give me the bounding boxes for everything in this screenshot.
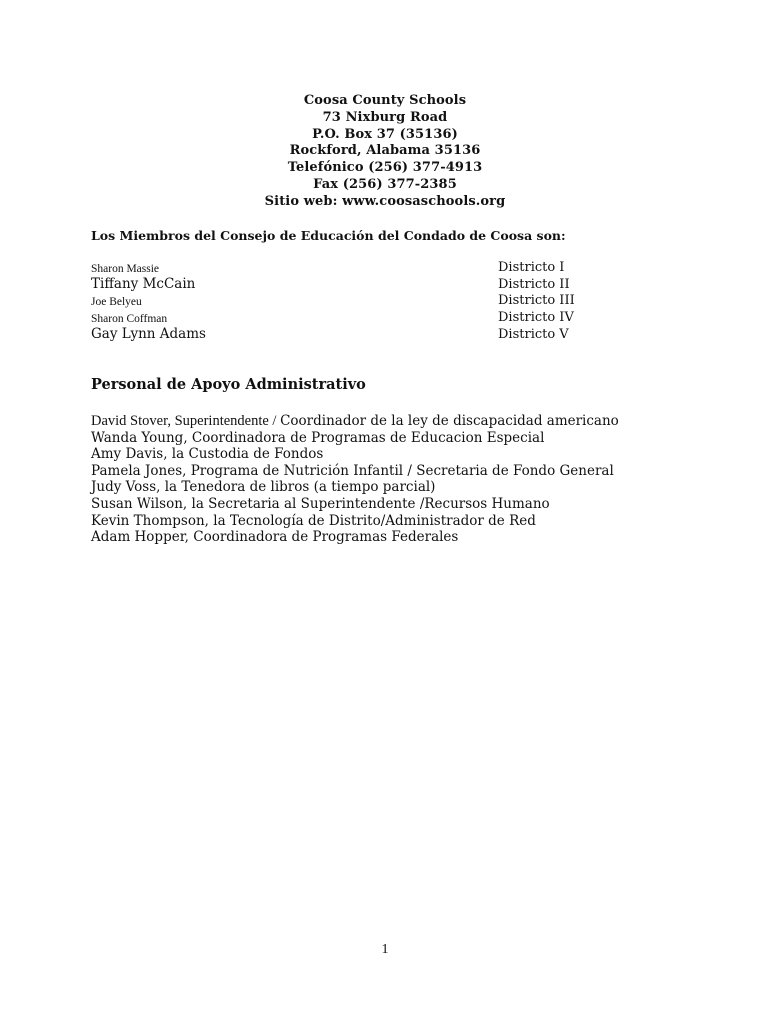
staff-list xyxy=(91,413,619,546)
member-district: Districto V xyxy=(498,326,569,342)
street-address: 73 Nixburg Road xyxy=(322,109,448,125)
staff-entry-part: Coordinador de la ley de discapacidad americano xyxy=(280,413,619,429)
staff-section-heading: Personal de Apoyo Administrativo xyxy=(91,376,366,393)
member-district: Districto IV xyxy=(498,310,574,326)
staff-entry: Kevin Thompson, la Tecnología de Distrito/Administrador de Red xyxy=(91,512,536,529)
member-district: Districto II xyxy=(498,276,570,292)
staff-entry: Judy Voss, la Tenedora de libros (a tiempo parcial) xyxy=(91,479,436,496)
board-member-row xyxy=(91,260,591,277)
board-members-list xyxy=(91,260,591,344)
board-member-row xyxy=(91,310,591,327)
staff-entry: Susan Wilson, la Secretaria al Superintendente /Recursos Humano xyxy=(91,495,550,512)
member-name: Joe Belyeu xyxy=(91,296,142,309)
board-member-row xyxy=(91,294,591,311)
school-name: Coosa County Schools xyxy=(303,93,467,108)
staff-entry xyxy=(91,413,619,430)
fax-number: Fax (256) 377-2385 xyxy=(313,176,457,192)
letterhead xyxy=(0,93,770,211)
staff-entry-part: David Stover, Superintendente / xyxy=(91,413,281,429)
phone-number: Telefónico (256) 377-4913 xyxy=(287,160,483,176)
city-state-zip: Rockford, Alabama 35136 xyxy=(289,143,481,159)
board-member-row xyxy=(91,327,591,344)
member-name: Gay Lynn Adams xyxy=(91,325,206,342)
po-box: P.O. Box 37 (35136) xyxy=(312,126,458,142)
board-member-row xyxy=(91,277,591,294)
staff-entry: Amy Davis, la Custodia de Fondos xyxy=(91,446,324,463)
member-district: Districto I xyxy=(498,259,565,275)
page-number: 1 xyxy=(381,942,389,957)
website: Sitio web: www.coosaschools.org xyxy=(264,193,506,209)
staff-entry: Pamela Jones, Programa de Nutrición Infantil / Secretaria de Fondo General xyxy=(91,462,614,479)
board-intro: Los Miembros del Consejo de Educación del Condado de Coosa son: xyxy=(91,228,566,243)
member-name: Sharon Coffman xyxy=(91,313,168,326)
staff-entry: Wanda Young, Coordinadora de Programas de Educacion Especial xyxy=(91,429,545,446)
staff-entry: Adam Hopper, Coordinadora de Programas Federales xyxy=(91,529,459,546)
member-district: Districto III xyxy=(498,293,575,309)
member-name: Tiffany McCain xyxy=(91,275,196,292)
member-name: Sharon Massie xyxy=(91,262,160,275)
